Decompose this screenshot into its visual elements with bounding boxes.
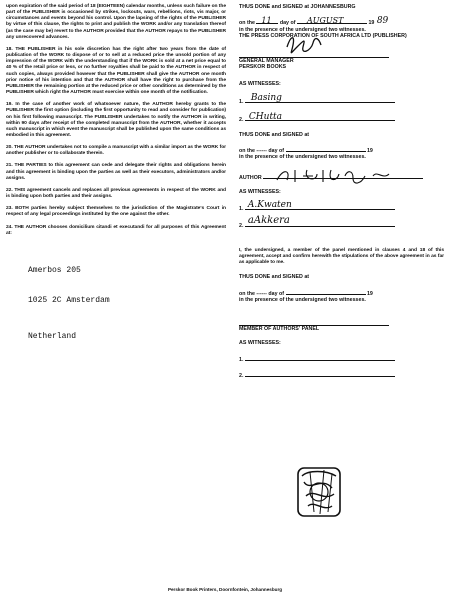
right-column [239,4,444,379]
author-signature-row [239,175,444,181]
author-signature-field [263,178,423,179]
year-prefix: 19 [368,20,375,27]
witness-1-panel-field [245,360,395,361]
member-authors-panel: MEMBER OF AUTHORS' PANEL [239,326,320,333]
month-field [297,16,367,26]
witness-1-author-number: 1. [239,206,244,213]
month-field-author [286,151,366,152]
witness-1-author-signature: A.Kwaten [247,200,292,211]
as-witnesses-author: AS WITNESSES: [239,188,281,195]
witness-2-publisher [239,112,444,124]
publisher-signature [283,33,323,55]
address-line-1: Amerbos 205 [28,265,81,275]
panel-signature-line [239,313,389,326]
clause-23: 23. BOTH parties hereby subject themselves to the jurisdiction of the Magistrate's Court in respect of any legal proceedings instituted by the one against the other. [6,206,226,218]
clause-17-continuation: upon expiration of the said period of 18 (EIGHTEEN) calendar months, unless such failure on the part of the PUBLISHER is occasioned by strikes, lockouts, wars, rebellions, riots, vis major, or circumstances and events beyond his control. Upon the lapsing of the rights of the PUBLISHER by virtue of this clause, the rights to print and publish the WORK and/or any translation thereof (as the case may be) revert to the AUTHOR provided that the AUTHOR repays to the PUBLISHER any unrecovered advances. [6,4,226,40]
month-handwritten: AUGUST [306,16,344,26]
clause-19: 19. In the case of another work of whatsoever nature, the AUTHOR hereby grants to the PUBLISHER the first option (including the first opportunity to read and consider for publication) on his first following manuscript. The PUBLISHER undertakes to notify the AUTHOR in writing, within 90 days after receipt of the completed manuscript from the AUTHOR, whether it accepts such manuscript in which event the manuscript shall be published upon the same conditions as embodied in this agreement. [6,102,226,138]
witness-1-publisher [239,93,444,106]
perskor-books: PERSKOR BOOKS [239,64,287,71]
witness-1-number: 1. [239,99,244,106]
witness-2-panel [239,373,444,379]
panel-member-statement: I, the undersigned, a member of the panel mentioned in clauses 4 and 18 of this agreement, accept and confirm herewith the stipulations of the above agreement in as far as applicable to me. [239,247,444,266]
on-the-label: on the [239,20,255,27]
witness-1-field [245,93,395,104]
witness-2-author-field [245,215,395,227]
witness-2-panel-number: 2. [239,373,244,379]
day-field [256,16,278,26]
press-corporation: THE PRESS CORPORATION OF SOUTH AFRICA LTD (PUBLISHER) [239,32,407,39]
witness-2-author-number: 2. [239,223,244,230]
witness-1-author-field [245,200,395,211]
witness-1-author [239,200,444,213]
witness-2-field [245,112,395,123]
witness-1-signature: Basing [250,93,282,104]
clause-22: 22. THIS agreement cancels and replaces all previous agreements in respect of the WORK and is binding upon both parties and their assigns. [6,187,226,200]
witness-2-author [239,215,444,230]
left-column [6,4,226,362]
clause-18: 18. THE PUBLISHER in his sole discretion has the right after two years from the date of publication of the WORK to dispose of or to sell at a reduced price the unsold portion of any impression of the WORK with the understanding that if the WORK is sold at a net price equal to 40 % of the retail price or less, or no further royalties shall be paid to the AUTHOR in respect of such copies, always provided however that the PUBLISHER shall give the AUTHOR one month prior notice of his intention and that the AUTHOR shall have the right to purchase from the PUBLISHER the remaining portion at the reduced price or other conditions as determined by the PUBLISHER which right the AUTHOR must exercise within one month of the notification. [6,46,226,96]
clause-21: 21. THE PARTIES to this agreement can cede and delegate their rights and obligations herein and this agreement is binding upon the parties as well as their executors, administrators and/or assigns. [6,163,226,181]
witness-1-panel-number: 1. [239,356,244,363]
witness-2-author-signature: aAkkera [247,215,290,227]
publisher-signature-line [239,45,389,58]
on-the-day-of-panel: on the ------ day of [239,290,285,297]
done-signed-author: THUS DONE and SIGNED at [239,131,310,138]
as-witnesses-panel: AS WITNESSES: [239,340,281,347]
on-the-day-of-author: on the ------ day of [239,147,285,154]
witness-1-panel [239,357,444,363]
as-witnesses-publisher: AS WITNESSES: [239,80,281,87]
witness-2-signature: CHutta [248,112,283,123]
official-stamp-icon [296,462,342,520]
address-country: Netherland [28,331,77,341]
address-line-2: 1025 2C Amsterdam [28,295,110,305]
month-field-panel [286,294,366,295]
witness-2-number: 2. [239,117,244,124]
year-19-panel: 19 [366,290,373,297]
author-signature [273,166,393,186]
year-handwritten: 89 [376,16,389,27]
general-manager: GENERAL MANAGER [239,58,294,65]
day-handwritten: 11 [261,16,272,26]
year-19-author: 19 [366,147,373,154]
clause-24: 24. THE AUTHOR chooses domicilium citandi et executandi for all purposes of this Agreement at: [6,224,226,236]
author-address [28,246,226,362]
done-signed-panel: THUS DONE and SIGNED at [239,274,310,281]
presence-line-3: in the presence of the undersigned two witnesses. [239,296,366,303]
witness-2-panel-field [245,376,395,377]
day-of-label: day of [279,20,296,27]
done-signed-johannesburg: THUS DONE and SIGNED at JOHANNESBURG [239,4,356,10]
printer-footer: Perskor Book Printers, Doornfontein, Johannesburg [167,587,283,592]
clause-20: 20. THE AUTHOR undertakes not to compile a manuscript with a similar import as the WORK for another publisher or to collaborate therein. [6,145,226,157]
presence-line-2: in the presence of the undersigned two witnesses. [239,154,366,161]
author-label: AUTHOR [239,174,262,181]
presence-line-1: in the presence of the undersigned two witnesses. [239,26,366,33]
